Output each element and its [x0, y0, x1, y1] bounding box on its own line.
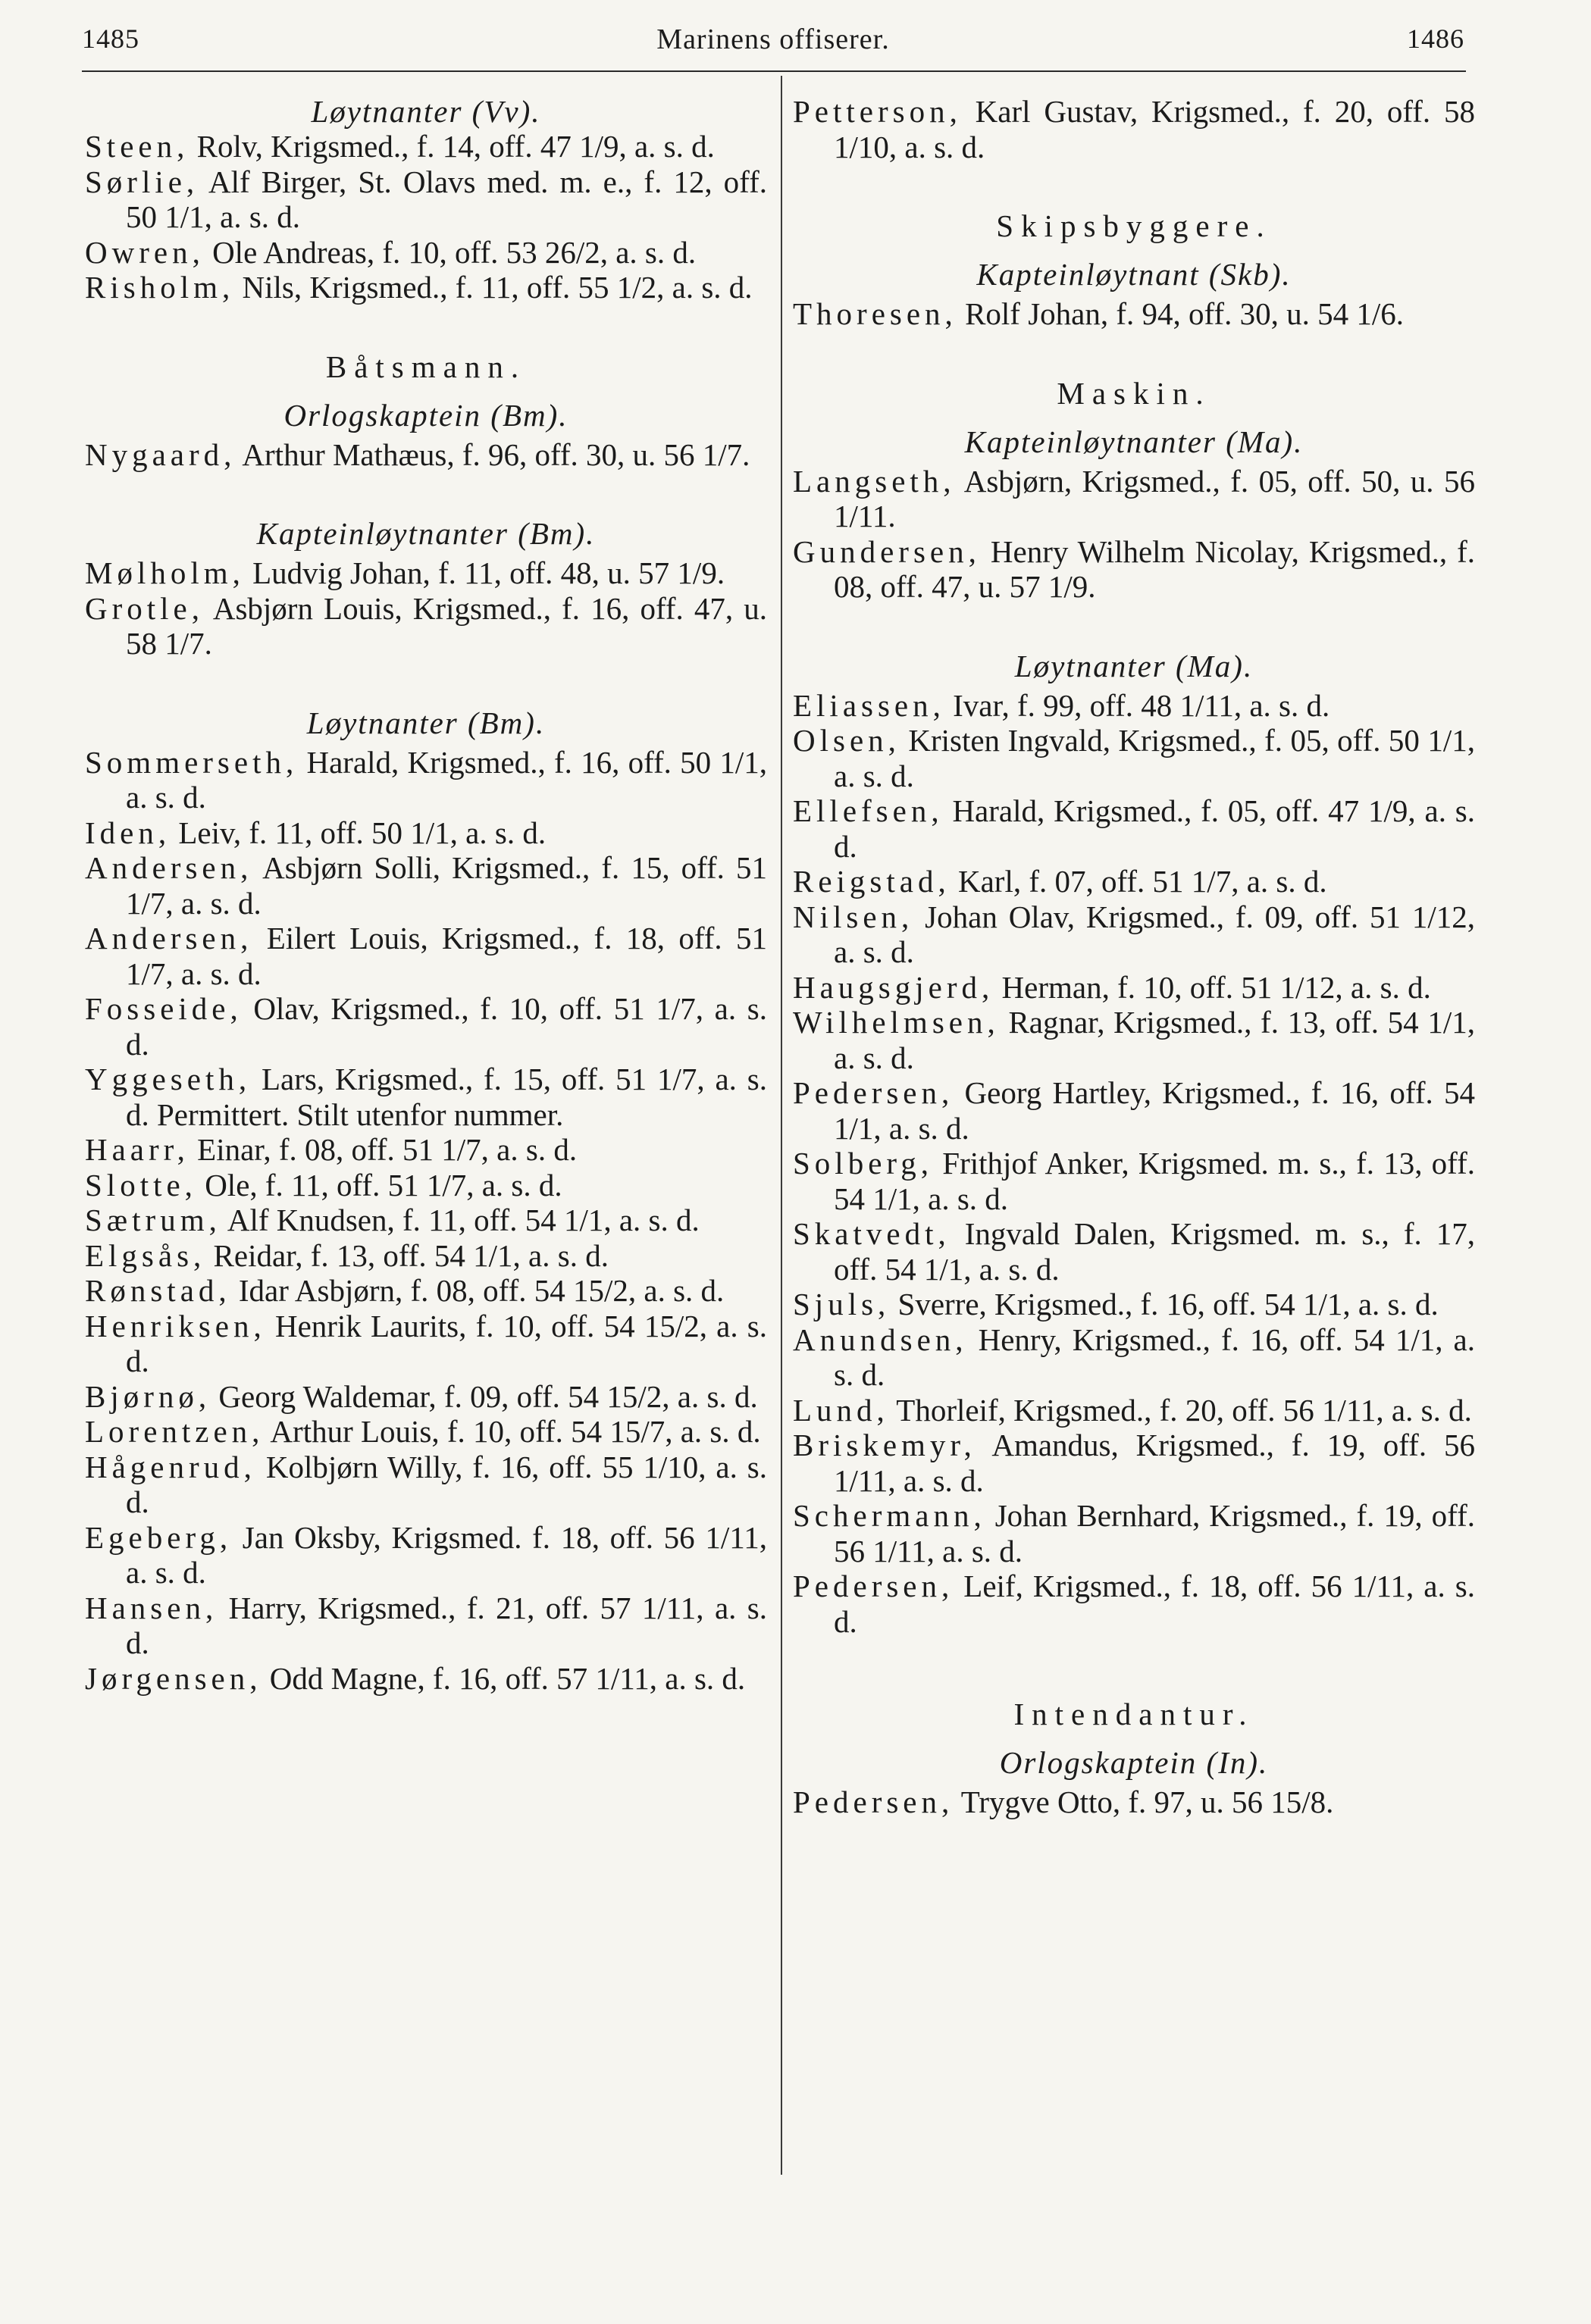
column-divider — [781, 76, 782, 2175]
subheading-orlog-in: Orlogskaptein (In). — [999, 1745, 1269, 1780]
officer-surname: Lorentzen, — [85, 1414, 265, 1449]
officer-surname: Henriksen, — [85, 1308, 266, 1343]
officer-surname: Owren, — [85, 234, 205, 270]
officer-entry — [793, 1498, 1475, 1569]
officer-surname: Skatvedt, — [793, 1216, 951, 1251]
officer-details: Karl, f. 07, off. 51 1/7, a. s. d. — [950, 864, 1327, 899]
section-heading-intendantur: Intendantur. — [1013, 1697, 1254, 1731]
entry-list — [793, 1784, 1475, 1820]
officer-details: Kolbjørn Willy, f. 16, off. 55 1/10, a. s. d. — [126, 1449, 767, 1519]
officer-details: Ole, f. 11, off. 51 1/7, a. s. d. — [196, 1167, 562, 1203]
officer-surname: Wilhelmsen, — [793, 1005, 1000, 1040]
officer-surname: Olsen, — [793, 723, 900, 758]
entry-list — [85, 129, 767, 305]
entry-list — [793, 464, 1475, 605]
officer-entry — [85, 270, 767, 305]
officer-entry — [85, 1273, 767, 1309]
officer-entry — [85, 1520, 767, 1591]
officer-details: Henrik Laurits, f. 10, off. 54 15/2, a. s. d. — [126, 1308, 767, 1378]
officer-surname: Gundersen, — [793, 533, 981, 569]
officer-details: Sverre, Krigsmed., f. 16, off. 54 1/1, a. s. d. — [890, 1287, 1439, 1322]
officer-details: Asbjørn, Krigsmed., f. 05, off. 50, u. 56 1/11. — [834, 463, 1475, 533]
officer-details: Amandus, Krigsmed., f. 19, off. 56 1/11, a. s. d. — [834, 1428, 1475, 1498]
officer-surname: Andersen, — [85, 850, 253, 885]
officer-entry — [793, 1216, 1475, 1287]
officer-entry — [793, 899, 1475, 970]
right-column — [793, 94, 1475, 1820]
officer-details: Harald, Krigsmed., f. 16, off. 50 1/1, a. s. d. — [126, 744, 767, 815]
officer-entry — [85, 1203, 767, 1238]
subheading-orlog-bm: Orlogskaptein (Bm). — [283, 397, 568, 433]
officer-details: Harry, Krigsmed., f. 21, off. 57 1/11, a. s. d. — [126, 1590, 767, 1660]
officer-surname: Pedersen, — [793, 1075, 954, 1110]
officer-details: Leif, Krigsmed., f. 18, off. 56 1/11, a. s. d. — [834, 1569, 1475, 1639]
officer-entry — [85, 437, 767, 473]
officer-details: Ivar, f. 99, off. 48 1/11, a. s. d. — [944, 687, 1330, 723]
officer-entry — [85, 591, 767, 662]
officer-surname: Jørgensen, — [85, 1660, 262, 1696]
officer-surname: Haugsgjerd, — [793, 969, 994, 1005]
officer-details: Thorleif, Krigsmed., f. 20, off. 56 1/11, a. s. d. — [888, 1392, 1472, 1428]
officer-entry — [85, 850, 767, 921]
officer-entry — [85, 555, 767, 591]
officer-entry — [85, 1238, 767, 1274]
officer-details: Rolv, Krigsmed., f. 14, off. 47 1/9, a. s. d. — [189, 129, 715, 164]
officer-details: Asbjørn Louis, Krigsmed., f. 16, off. 47, u. 58 1/7. — [126, 590, 767, 661]
officer-entry — [793, 1075, 1475, 1146]
officer-surname: Reigstad, — [793, 864, 951, 899]
officer-surname: Eliassen, — [793, 687, 945, 723]
officer-details: Kristen Ingvald, Krigsmed., f. 05, off. 50 1/1, a. s. d. — [834, 723, 1475, 793]
officer-surname: Grotle, — [85, 590, 204, 626]
officer-entry — [85, 1591, 767, 1661]
officer-surname: Pedersen, — [793, 1784, 954, 1819]
officer-surname: Schermann, — [793, 1498, 986, 1533]
officer-entry — [85, 1414, 767, 1450]
officer-surname: Andersen, — [85, 921, 253, 956]
officer-surname: Lund, — [793, 1392, 889, 1428]
officer-surname: Steen, — [85, 129, 189, 164]
officer-details: Rolf Johan, f. 94, off. 30, u. 54 1/6. — [957, 296, 1404, 331]
officer-entry — [85, 1661, 767, 1697]
officer-surname: Risholm, — [85, 270, 235, 305]
officer-surname: Langseth, — [793, 463, 956, 499]
officer-entry — [793, 1146, 1475, 1216]
officer-entry — [793, 1784, 1475, 1820]
officer-entry — [85, 1062, 767, 1132]
officer-surname: Sommerseth, — [85, 744, 299, 780]
officer-entry — [85, 991, 767, 1062]
officer-details: Georg Waldemar, f. 09, off. 54 15/2, a. s. d. — [211, 1378, 758, 1414]
officer-entry — [793, 864, 1475, 899]
officer-details: Odd Magne, f. 16, off. 57 1/11, a. s. d. — [262, 1660, 746, 1696]
officer-details: Arthur Mathæus, f. 96, off. 30, u. 56 1/7. — [236, 436, 750, 472]
officer-surname: Petterson, — [793, 94, 962, 129]
page-number-left: 1485 — [82, 23, 139, 54]
officer-entry — [85, 1168, 767, 1203]
section-heading-batsmann: Båtsmann. — [325, 349, 527, 384]
officer-details: Alf Knudsen, f. 11, off. 54 1/1, a. s. d. — [221, 1203, 700, 1237]
officer-entry — [793, 1005, 1475, 1075]
officer-entry — [85, 1379, 767, 1415]
officer-surname: Haarr, — [85, 1132, 189, 1167]
officer-entry — [85, 745, 767, 815]
officer-details: Idar Asbjørn, f. 08, off. 54 15/2, a. s. d. — [230, 1273, 725, 1308]
officer-surname: Nilsen, — [793, 899, 914, 934]
officer-details: Herman, f. 10, off. 51 1/12, a. s. d. — [994, 969, 1431, 1005]
officer-entry — [85, 1132, 767, 1168]
officer-details: Ingvald Dalen, Krigsmed. m. s., f. 17, off. 54 1/1, a. s. d. — [834, 1216, 1475, 1287]
officer-details: Eilert Louis, Krigsmed., f. 18, off. 51 1/7, a. s. d. — [126, 921, 767, 991]
officer-details: Jan Oksby, Krigsmed. f. 18, off. 56 1/11, a. s. d. — [126, 1519, 767, 1590]
officer-entry — [85, 815, 767, 851]
subheading-kapt-skb: Kapteinløytnant (Skb). — [976, 257, 1292, 292]
officer-details: Trygve Otto, f. 97, u. 56 15/8. — [954, 1784, 1334, 1819]
entry-list — [85, 555, 767, 662]
officer-details: Ragnar, Krigsmed., f. 13, off. 54 1/1, a. s. d. — [834, 1005, 1475, 1075]
officer-surname: Elgsås, — [85, 1237, 206, 1273]
officer-entry — [793, 1322, 1475, 1393]
officer-entry — [793, 1428, 1475, 1498]
entry-list — [85, 437, 767, 473]
entry-list — [793, 94, 1475, 164]
officer-details: Johan Olav, Krigsmed., f. 09, off. 51 1/12, a. s. d. — [834, 899, 1475, 969]
officer-details: Reidar, f. 13, off. 54 1/1, a. s. d. — [205, 1237, 609, 1273]
officer-details: Harald, Krigsmed., f. 05, off. 47 1/9, a. s. d. — [834, 793, 1475, 864]
header-rule — [82, 70, 1466, 72]
officer-details: Leiv, f. 11, off. 50 1/1, a. s. d. — [171, 815, 547, 850]
officer-details: Karl Gustav, Krigsmed., f. 20, off. 58 1/10, a. s. d. — [834, 94, 1475, 164]
left-column — [85, 94, 767, 1696]
officer-details: Georg Hartley, Krigsmed., f. 16, off. 54 1/1, a. s. d. — [834, 1075, 1475, 1146]
officer-surname: Sætrum, — [85, 1203, 221, 1237]
officer-details: Alf Birger, St. Olavs med. m. e., f. 12, off. 50 1/1, a. s. d. — [126, 164, 767, 234]
subheading-kapt-ma: Kapteinløytnanter (Ma). — [964, 424, 1304, 459]
officer-surname: Briskemyr, — [793, 1428, 976, 1462]
officer-entry — [793, 464, 1475, 534]
officer-entry — [793, 1569, 1475, 1639]
page-header — [82, 23, 1464, 61]
officer-surname: Anundsen, — [793, 1322, 968, 1357]
officer-surname: Sjuls, — [793, 1287, 891, 1322]
officer-surname: Sørlie, — [85, 164, 199, 199]
officer-surname: Hågenrud, — [85, 1449, 256, 1484]
officer-surname: Solberg, — [793, 1146, 934, 1181]
officer-entry — [793, 94, 1475, 164]
officer-entry — [793, 793, 1475, 864]
officer-entry — [85, 129, 767, 164]
officer-entry — [85, 164, 767, 235]
officer-details: Nils, Krigsmed., f. 11, off. 55 1/2, a. s. d. — [234, 270, 753, 305]
page-number-right: 1486 — [1407, 23, 1464, 54]
officer-details: Asbjørn Solli, Krigsmed., f. 15, off. 51 1/7, a. s. d. — [126, 850, 767, 921]
officer-surname: Fosseide, — [85, 991, 243, 1026]
officer-surname: Mølholm, — [85, 555, 245, 590]
officer-entry — [793, 1287, 1475, 1322]
officer-details: Henry Wilhelm Nicolay, Krigsmed., f. 08, off. 47, u. 57 1/9. — [834, 533, 1475, 604]
section-heading-skipsbyggere: Skipsbyggere. — [996, 208, 1272, 243]
officer-details: Arthur Louis, f. 10, off. 54 15/7, a. s. d. — [264, 1414, 761, 1449]
entry-list — [793, 296, 1475, 332]
officer-entry — [85, 1450, 767, 1520]
subheading-lt-ma: Løytnanter (Ma). — [1014, 648, 1254, 683]
officer-details: Olav, Krigsmed., f. 10, off. 51 1/7, a. s. d. — [126, 991, 767, 1062]
officer-entry — [793, 688, 1475, 724]
officer-entry — [793, 1393, 1475, 1428]
officer-entry — [85, 235, 767, 271]
officer-surname: Pedersen, — [793, 1569, 954, 1603]
officer-details: Ludvig Johan, f. 11, off. 48, u. 57 1/9. — [244, 555, 725, 590]
section-heading-maskin: Maskin. — [1057, 375, 1211, 411]
officer-entry — [793, 723, 1475, 793]
officer-details: Henry, Krigsmed., f. 16, off. 54 1/1, a. s. d. — [834, 1322, 1475, 1392]
officer-entry — [85, 921, 767, 991]
officer-surname: Nygaard, — [85, 436, 236, 472]
entry-list — [85, 745, 767, 1697]
officer-surname: Ellefsen, — [793, 793, 944, 828]
officer-surname: Rønstad, — [85, 1273, 231, 1308]
officer-surname: Egeberg, — [85, 1519, 233, 1555]
officer-details: Johan Bernhard, Krigsmed., f. 19, off. 56 1/11, a. s. d. — [834, 1498, 1475, 1569]
subheading-lt-bm: Løytnanter (Bm). — [306, 705, 546, 740]
officer-details: Ole Andreas, f. 10, off. 53 26/2, a. s. d. — [204, 234, 697, 270]
entry-list — [793, 688, 1475, 1640]
officer-details: Lars, Krigsmed., f. 15, off. 51 1/7, a. s. d. Permittert. Stilt utenfor nummer. — [126, 1062, 767, 1132]
page-title: Marinens offiserer. — [656, 23, 890, 55]
officer-details: Frithjof Anker, Krigsmed. m. s., f. 13, off. 54 1/1, a. s. d. — [834, 1146, 1475, 1216]
officer-entry — [793, 970, 1475, 1006]
subheading-lt-vv: Løytnanter (Vv). — [311, 94, 541, 129]
officer-surname: Bjørnø, — [85, 1378, 211, 1414]
officer-surname: Thoresen, — [793, 296, 957, 331]
subheading-kapt-bm: Kapteinløytnanter (Bm). — [256, 516, 596, 551]
officer-details: Einar, f. 08, off. 51 1/7, a. s. d. — [189, 1132, 578, 1167]
officer-entry — [85, 1309, 767, 1379]
officer-surname: Slotte, — [85, 1167, 197, 1203]
officer-entry — [793, 534, 1475, 605]
officer-surname: Yggeseth, — [85, 1062, 252, 1096]
officer-surname: Hansen, — [85, 1590, 218, 1625]
officer-surname: Iden, — [85, 815, 171, 850]
officer-entry — [793, 296, 1475, 332]
